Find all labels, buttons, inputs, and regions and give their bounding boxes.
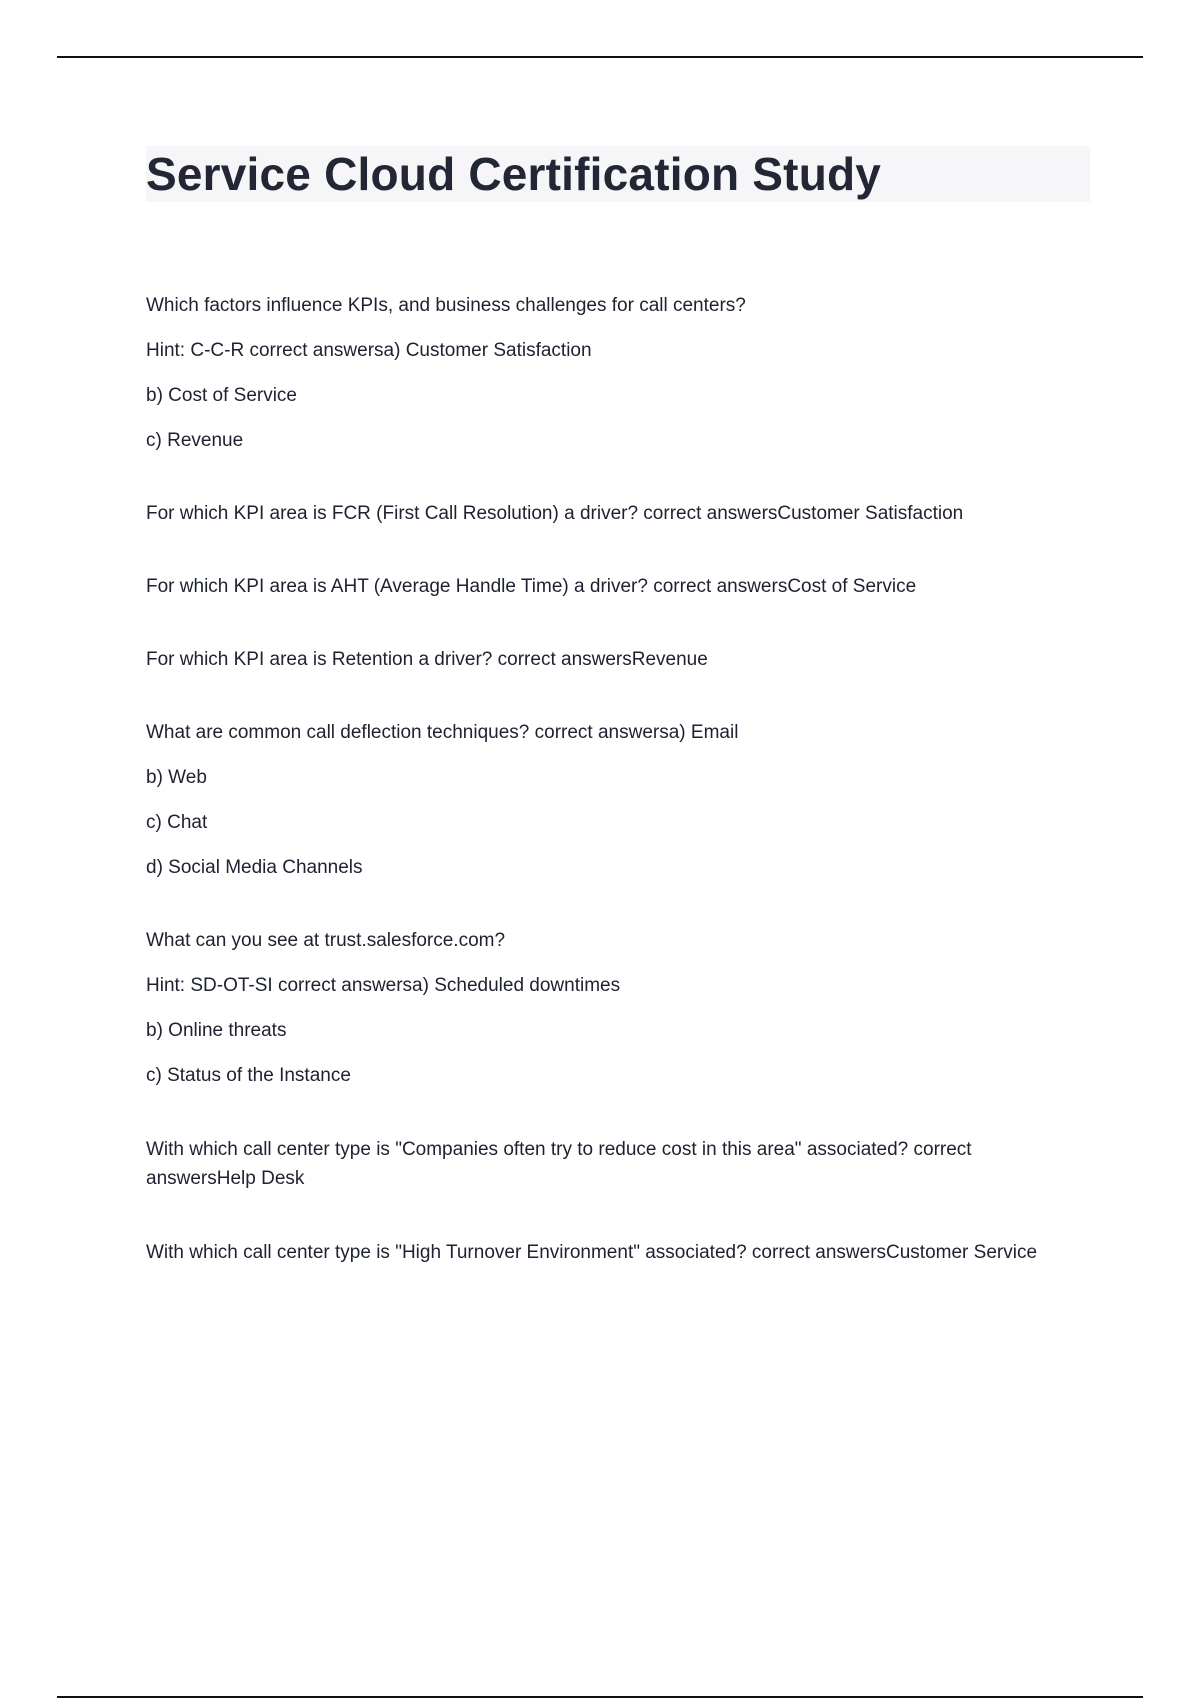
qa-answer-line: b) Online threats bbox=[146, 1020, 287, 1041]
qa-answer-line: b) Web bbox=[146, 767, 207, 788]
qa-answer-line: Hint: C-C-R correct answersa) Customer Satisfaction bbox=[146, 340, 592, 361]
qa-answer-line: c) Status of the Instance bbox=[146, 1065, 351, 1086]
qa-answer-line: b) Cost of Service bbox=[146, 385, 297, 406]
bottom-rule bbox=[57, 1696, 1143, 1698]
qa-question: What are common call deflection techniques? correct answersa) Email bbox=[146, 722, 739, 743]
qa-answer-line: c) Revenue bbox=[146, 430, 244, 451]
qa-answer-line: c) Chat bbox=[146, 812, 208, 833]
qa-item-6 bbox=[146, 927, 1046, 1090]
top-rule bbox=[57, 56, 1143, 58]
qa-question: What can you see at trust.salesforce.com? bbox=[146, 930, 506, 951]
page-title: Service Cloud Certification Study bbox=[146, 148, 882, 200]
qa-answer-line: d) Social Media Channels bbox=[146, 857, 363, 878]
qa-item-8 bbox=[146, 1238, 1046, 1267]
qa-question: For which KPI area is Retention a driver? correct answersRevenue bbox=[146, 649, 708, 670]
qa-question: With which call center type is "Companies often try to reduce cost in this area" associated? correct answersHelp Desk bbox=[146, 1139, 972, 1189]
qa-question: With which call center type is "High Turnover Environment" associated? correct answersCustomer Service bbox=[146, 1242, 1038, 1263]
qa-item-1 bbox=[146, 292, 1046, 455]
qa-list bbox=[146, 292, 1046, 1312]
qa-item-2 bbox=[146, 500, 1046, 528]
qa-item-5 bbox=[146, 719, 1046, 882]
qa-item-4 bbox=[146, 646, 1046, 674]
qa-question: For which KPI area is FCR (First Call Resolution) a driver? correct answersCustomer Satisfaction bbox=[146, 503, 964, 524]
qa-question: For which KPI area is AHT (Average Handle Time) a driver? correct answersCost of Service bbox=[146, 576, 917, 597]
qa-question: Which factors influence KPIs, and business challenges for call centers? bbox=[146, 295, 746, 316]
qa-answer-line: Hint: SD-OT-SI correct answersa) Scheduled downtimes bbox=[146, 975, 621, 996]
qa-item-3 bbox=[146, 573, 1046, 601]
title-banner bbox=[146, 146, 1090, 202]
qa-item-7 bbox=[146, 1135, 1046, 1193]
